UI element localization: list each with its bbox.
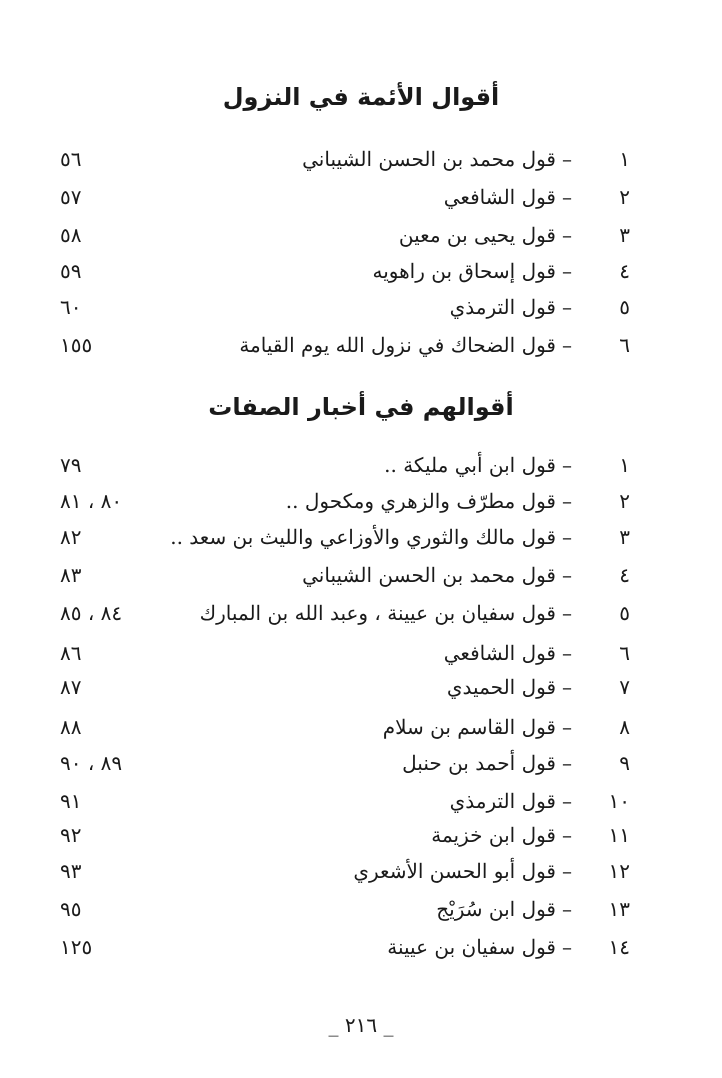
item-dash: – (562, 223, 572, 247)
item-dash: – (562, 859, 572, 883)
item-text: قول الشافعي (443, 185, 556, 209)
item-number: ١٣ (608, 897, 630, 921)
item-number: ٥ (619, 601, 630, 625)
item-page: ٨٦ (60, 641, 82, 665)
item-number: ٦ (619, 333, 630, 357)
toc-row (60, 448, 630, 482)
toc-row (60, 854, 630, 888)
item-number: ١٠ (608, 789, 630, 813)
item-text: قول الشافعي (443, 641, 556, 665)
item-page: ٥٦ (60, 147, 82, 171)
toc-row (60, 670, 630, 704)
item-text: قول الضحاك في نزول الله يوم القيامة (239, 333, 556, 357)
item-page: ١٢٥ (60, 935, 93, 959)
toc-row (60, 710, 630, 744)
item-page: ١٥٥ (60, 333, 93, 357)
item-number: ٨ (619, 715, 630, 739)
toc-row (60, 558, 630, 592)
item-page: ٥٩ (60, 259, 82, 283)
item-page: ٨٣ (60, 563, 82, 587)
item-number: ٩ (619, 751, 630, 775)
toc-row (60, 254, 630, 288)
item-dash: – (562, 897, 572, 921)
item-page: ٨٩ ، ٩٠ (60, 751, 123, 775)
item-text: قول سفيان بن عيينة (387, 935, 556, 959)
item-number: ٣ (619, 223, 630, 247)
item-text: قول الترمذي (449, 789, 556, 813)
item-page: ٩٥ (60, 897, 82, 921)
item-number: ٣ (619, 525, 630, 549)
item-dash: – (562, 563, 572, 587)
item-text: قول الحميدي (446, 675, 556, 699)
item-number: ٤ (619, 563, 630, 587)
item-dash: – (562, 675, 572, 699)
item-page: ٥٧ (60, 185, 82, 209)
item-number: ٦ (619, 641, 630, 665)
item-page: ٨٨ (60, 715, 82, 739)
item-number: ١٢ (608, 859, 630, 883)
section-title-sifat: أقوالهم في أخبار الصفات (208, 393, 514, 421)
item-dash: – (562, 525, 572, 549)
item-text: قول ابن خزيمة (431, 823, 556, 847)
toc-row (60, 218, 630, 252)
toc-row (60, 142, 630, 176)
item-text: قول إسحاق بن راهويه (372, 259, 556, 283)
item-dash: – (562, 489, 572, 513)
item-page: ٨٧ (60, 675, 82, 699)
item-text: قول الترمذي (449, 295, 556, 319)
item-dash: – (562, 147, 572, 171)
item-text: قول القاسم بن سلام (382, 715, 556, 739)
item-text: قول محمد بن الحسن الشيباني (302, 563, 556, 587)
toc-row (60, 328, 630, 362)
item-page: ٩٣ (60, 859, 82, 883)
item-text: قول ابن سُرَيْج (436, 897, 556, 921)
item-number: ٧ (619, 675, 630, 699)
toc-row (60, 290, 630, 324)
toc-row (60, 484, 630, 518)
item-number: ١ (619, 453, 630, 477)
item-number: ١٤ (608, 935, 630, 959)
item-number: ٢ (619, 185, 630, 209)
item-page: ٩١ (60, 789, 82, 813)
item-dash: – (562, 601, 572, 625)
item-text: قول مالك والثوري والأوزاعي والليث بن سعد .. (170, 525, 556, 549)
item-number: ٤ (619, 259, 630, 283)
toc-row (60, 746, 630, 780)
item-dash: – (562, 295, 572, 319)
toc-row (60, 180, 630, 214)
item-page: ٩٢ (60, 823, 82, 847)
item-number: ١١ (608, 823, 630, 847)
item-text: قول يحيى بن معين (398, 223, 556, 247)
item-text: قول أبو الحسن الأشعري (353, 859, 556, 883)
item-dash: – (562, 751, 572, 775)
item-dash: – (562, 641, 572, 665)
page-number: _ ٢١٦ _ (328, 1013, 394, 1037)
item-dash: – (562, 935, 572, 959)
toc-row (60, 520, 630, 554)
toc-row (60, 636, 630, 670)
item-text: قول محمد بن الحسن الشيباني (302, 147, 556, 171)
item-dash: – (562, 333, 572, 357)
item-dash: – (562, 453, 572, 477)
item-page: ٥٨ (60, 223, 82, 247)
item-page: ٦٠ (60, 295, 82, 319)
item-text: قول أحمد بن حنبل (402, 751, 556, 775)
toc-row (60, 784, 630, 818)
item-number: ٥ (619, 295, 630, 319)
item-text: قول سفيان بن عيينة ، وعبد الله بن المبارك (199, 601, 556, 625)
toc-row (60, 930, 630, 964)
item-page: ٨٠ ، ٨١ (60, 489, 123, 513)
toc-row (60, 596, 630, 630)
section-title-nuzul: أقوال الأئمة في النزول (222, 83, 500, 111)
item-page: ٨٤ ، ٨٥ (60, 601, 123, 625)
item-page: ٧٩ (60, 453, 82, 477)
item-number: ٢ (619, 489, 630, 513)
item-dash: – (562, 823, 572, 847)
item-dash: – (562, 185, 572, 209)
item-text: قول مطرّف والزهري ومكحول .. (285, 489, 556, 513)
item-page: ٨٢ (60, 525, 82, 549)
toc-row (60, 892, 630, 926)
item-dash: – (562, 715, 572, 739)
item-text: قول ابن أبي مليكة .. (384, 453, 556, 477)
item-dash: – (562, 259, 572, 283)
item-number: ١ (619, 147, 630, 171)
item-dash: – (562, 789, 572, 813)
toc-row (60, 818, 630, 852)
